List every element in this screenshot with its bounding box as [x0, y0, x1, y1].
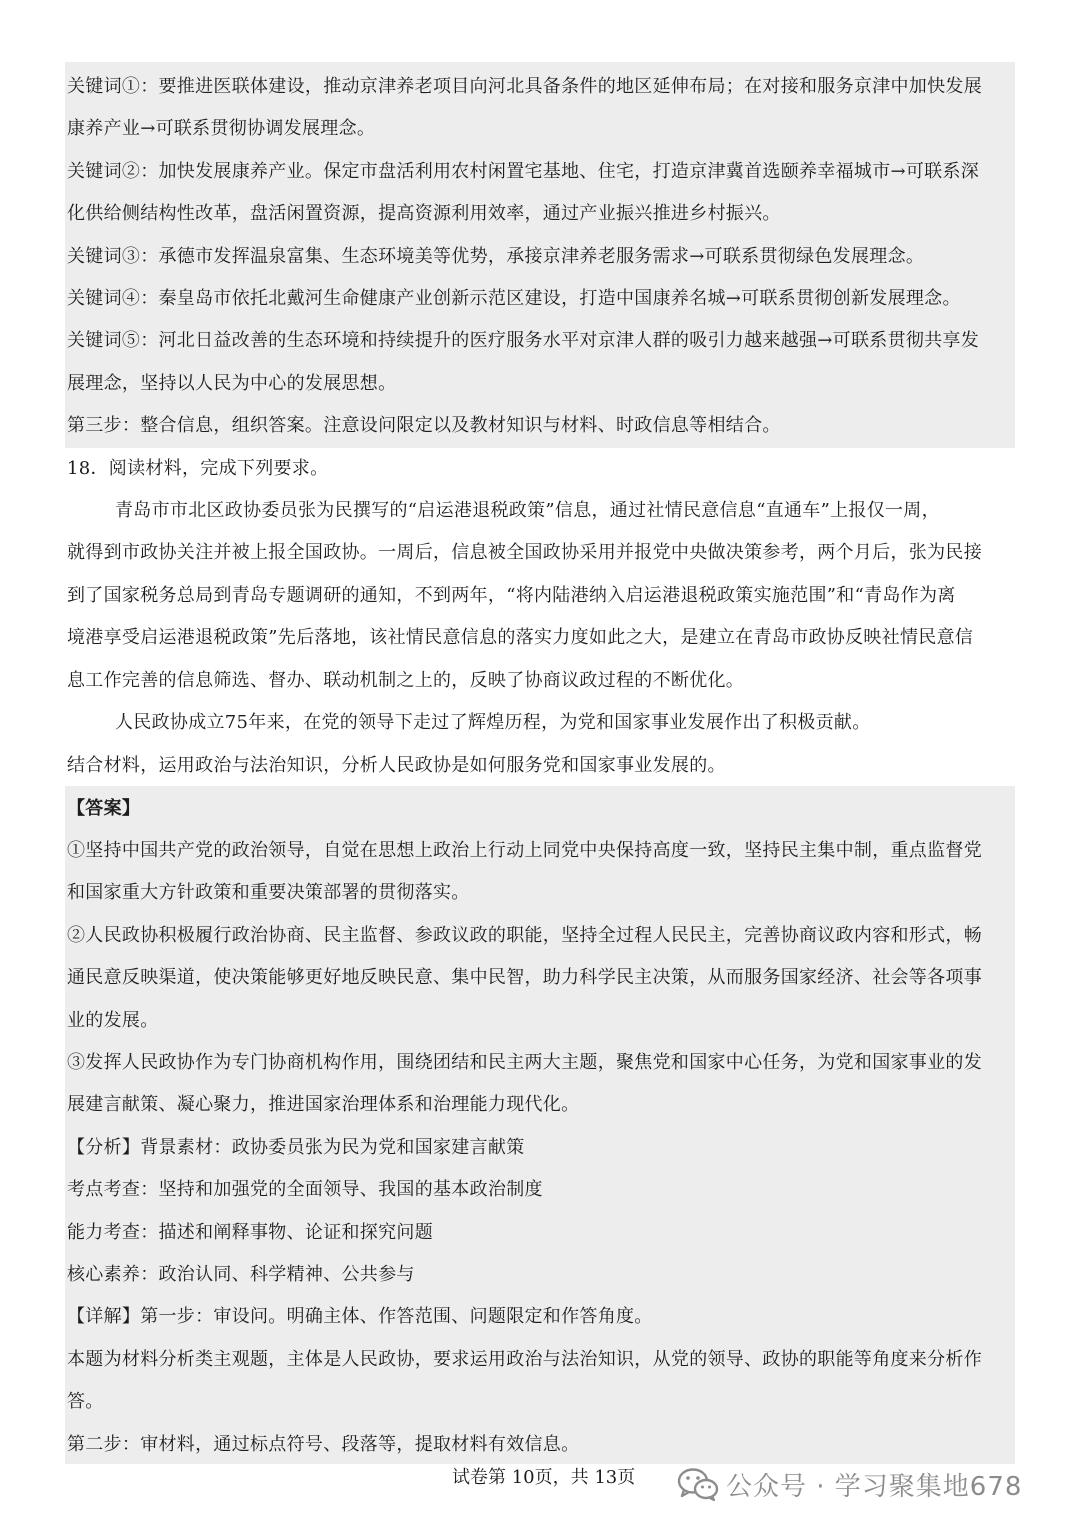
analysis-line: 能力考查：描述和阐释事物、论证和探究问题	[67, 1222, 433, 1243]
text-line: 关键词③：承德市发挥温泉富集、生态环境美等优势，承接京津养老服务需求→可联系贯彻绿色发展理念。	[67, 246, 925, 267]
answer-heading: 【答案】	[67, 798, 141, 819]
question-prompt: 结合材料，运用政治与法治知识，分析人民政协是如何服务党和国家事业发展的。	[67, 755, 726, 776]
wechat-icon	[676, 1466, 720, 1502]
answer-line: ③发挥人民政协作为专门协商机构作用，围绕团结和民主两大主题，聚焦党和国家中心任务，为党和国家事业的发	[67, 1052, 982, 1073]
material-line: 就得到市政协关注并被上报全国政协。一周后，信息被全国政协采用并报党中央做决策参考，两个月后，张为民接	[67, 542, 982, 563]
material-line: 境港享受启运港退税政策”先后落地，该社情民意信息的落实力度如此之大，是建立在青岛市政协反映社情民意信	[67, 627, 974, 648]
watermark-text: 公众号 · 学习聚集地678	[726, 1471, 1023, 1502]
page-footer: 试卷第 10页，共 13页	[452, 1467, 636, 1488]
analysis-line: 考点考查：坚持和加强党的全面领导、我国的基本政治制度	[67, 1179, 543, 1200]
question-number-18: 18．阅读材料，完成下列要求。	[67, 458, 329, 479]
detail-line: 本题为材料分析类主观题，主体是人民政协，要求运用政治与法治知识，从党的领导、政协的职能等角度来分析作	[67, 1349, 982, 1370]
material-line: 到了国家税务总局到青岛专题调研的通知，不到两年，“将内陆港纳入启运港退税政策实施范围”和“青岛作为离	[67, 585, 956, 606]
material-line: 息工作完善的信息筛选、督办、联动机制之上的，反映了协商议政过程的不断优化。	[67, 670, 745, 691]
answer-line: 展建言献策、凝心聚力，推进国家治理体系和治理能力现代化。	[67, 1094, 580, 1115]
text-line: 第三步：整合信息，组织答案。注意设问限定以及教材知识与材料、时政信息等相结合。	[67, 415, 781, 436]
material-line: 青岛市市北区政协委员张为民撰写的“启运港退税政策”信息，通过社情民意信息“直通车”上报仅一周，	[115, 500, 940, 521]
answer-line: ②人民政协积极履行政治协商、民主监督、参政议政的职能，坚持全过程人民民主，完善协商议政内容和形式，畅	[67, 925, 982, 946]
text-line: 关键词①：要推进医联体建设，推动京津养老项目向河北具备条件的地区延伸布局；在对接和服务京津中加快发展	[67, 76, 982, 97]
text-line: 化供给侧结构性改革，盘活闲置资源，提高资源利用效率，通过产业振兴推进乡村振兴。	[67, 203, 781, 224]
answer-line: ①坚持中国共产党的政治领导，自觉在思想上政治上行动上同党中央保持高度一致，坚持民主集中制，重点监督党	[67, 840, 982, 861]
analysis-line: 核心素养：政治认同、科学精神、公共参与	[67, 1264, 415, 1285]
text-line: 展理念，坚持以人民为中心的发展思想。	[67, 373, 397, 394]
analysis-line: 【分析】背景素材：政协委员张为民为党和国家建言献策	[67, 1137, 525, 1158]
answer-line: 通民意反映渠道，使决策能够更好地反映民意、集中民智，助力科学民主决策，从而服务国家经济、社会等各项事	[67, 967, 982, 988]
answer-line: 和国家重大方针政策和重要决策部署的贯彻落实。	[67, 882, 470, 903]
watermark	[676, 1464, 1022, 1504]
text-line: 康养产业→可联系贯彻协调发展理念。	[67, 118, 376, 139]
text-line: 关键词⑤：河北日益改善的生态环境和持续提升的医疗服务水平对京津人群的吸引力越来越强→可联系贯彻共享发	[67, 330, 980, 351]
detail-line: 答。	[67, 1391, 104, 1412]
detail-line: 【详解】第一步：审设问。明确主体、作答范围、问题限定和作答角度。	[67, 1306, 653, 1327]
detail-line: 第二步：审材料，通过标点符号、段落等，提取材料有效信息。	[67, 1434, 580, 1455]
text-line: 关键词④：秦皇岛市依托北戴河生命健康产业创新示范区建设，打造中国康养名城→可联系贯彻创新发展理念。	[67, 288, 961, 309]
answer-line: 业的发展。	[67, 1010, 159, 1031]
material-line: 人民政协成立75年来，在党的领导下走过了辉煌历程，为党和国家事业发展作出了积极贡献。	[115, 712, 871, 733]
text-line: 关键词②：加快发展康养产业。保定市盘活利用农村闲置宅基地、住宅，打造京津冀首选颐养幸福城市→可联系深	[67, 161, 980, 182]
